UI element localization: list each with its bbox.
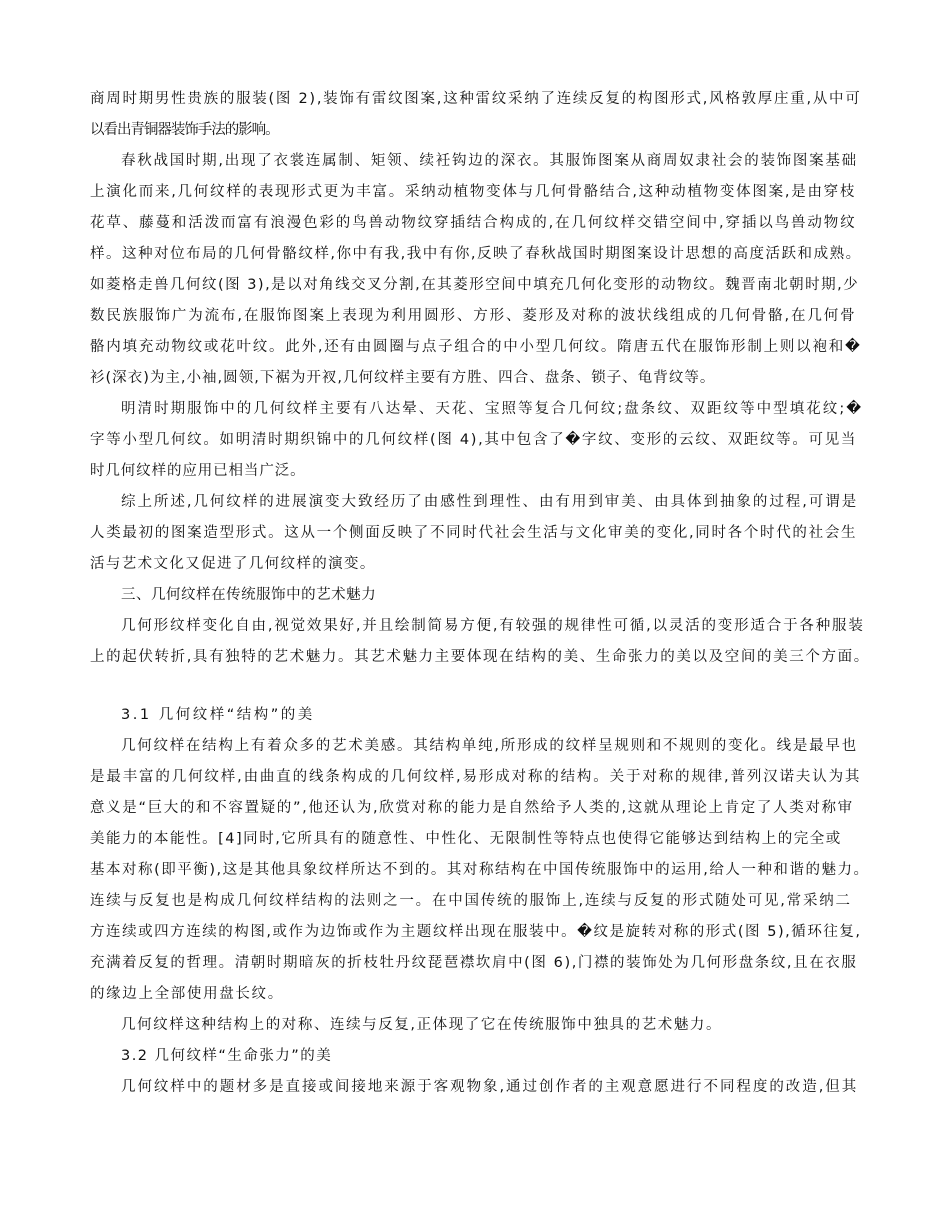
text-line: 商周时期男性贵族的服装(图 2),装饰有雷纹图案,这种雷纹采纳了连续反复的构图形式,风格敦厚庄重,从中可 [90,91,862,107]
text-line: 如菱格走兽几何纹(图 3),是以对角线交叉分割,在其菱形空间中填充几何化变形的动物纹。魏晋南北朝时期,少 [90,277,860,293]
text-line: 上演化而来,几何纹样的表现形式更为丰富。采纳动植物变体与几何骨骼结合,这种动植物变体图案,是由穿枝 [90,184,857,200]
subsection-heading: 3.1 几何纹样“结构”的美 [121,707,315,723]
text-line: 美能力的本能性。[4]同时,它所具有的随意性、中性化、无限制性等特点也使得它能够达到结构上的完全或 [90,831,842,847]
subsection-heading: 3.2 几何纹样“生命张力”的美 [121,1048,333,1064]
text-line: 人类最初的图案造型形式。这从一个侧面反映了不同时代社会生活与文化审美的变化,同时各个时代的社会生 [90,525,858,541]
text-line: 上的起伏转折,具有独特的艺术魅力。其艺术魅力主要体现在结构的美、生命张力的美以及空间的美三个方面。 [90,649,870,665]
text-line: 明清时期服饰中的几何纹样主要有八达晕、天花、宝照等复合几何纹;盘条纹、双距纹等中型填花纹;� [121,401,864,417]
text-line: 几何形纹样变化自由,视觉效果好,并且绘制简易方便,有较强的规律性可循,以灵活的变形适合于各种服装 [121,618,865,634]
text-line: 样。这种对位布局的几何骨骼纹样,你中有我,我中有你,反映了春秋战国时期图案设计思想的高度活跃和成熟。 [90,246,862,262]
text-line: 基本对称(即平衡),这是其他具象纹样所达不到的。其对称结构在中国传统服饰中的运用,给人一种和谐的魅力。 [90,862,870,878]
text-line: 衫(深衣)为主,小袖,圆领,下裾为开衩,几何纹样主要有方胜、四合、盘条、锁子、龟背纹等。 [90,370,716,386]
text-line: 几何纹样中的题材多是直接或间接地来源于客观物象,通过创作者的主观意愿进行不同程度的改造,但其 [121,1079,859,1095]
text-line: 数民族服饰广为流布,在服饰图案上表现为利用圆形、方形、菱形及对称的波状线组成的几何骨骼,在几何骨 [90,308,857,324]
text-line: 骼内填充动物纹或花叶纹。此外,还有由圆圈与点子组合的中小型几何纹。隋唐五代在服饰形制上则以袍和� [90,339,862,355]
text-line: 综上所述,几何纹样的进展演变大致经历了由感性到理性、由有用到审美、由具体到抽象的过程,可谓是 [121,494,859,510]
text-line: 几何纹样这种结构上的对称、连续与反复,正体现了它在传统服饰中独具的艺术魅力。 [121,1017,723,1033]
text-line: 花草、藤蔓和活泼而富有浪漫色彩的鸟兽动物纹穿插结合构成的,在几何纹样交错空间中,穿插以鸟兽动物纹 [90,215,857,231]
text-line: 以看出青铜器装饰手法的影响。 [90,122,279,138]
text-line: 充满着反复的哲理。清朝时期暗灰的折枝牡丹纹琵琶襟坎肩中(图 6),门襟的装饰处为几何形盘条纹,且在衣服 [90,955,858,971]
text-line: 几何纹样在结构上有着众多的艺术美感。其结构单纯,所形成的纹样呈规则和不规则的变化。线是最早也 [121,738,858,754]
text-line: 活与艺术文化又促进了几何纹样的演变。 [90,556,376,572]
text-line: 的缘边上全部使用盘长纹。 [90,986,284,1002]
text-line: 是最丰富的几何纹样,由曲直的线条构成的几何纹样,易形成对称的结构。关于对称的规律,普列汉诺夫认为其 [90,769,862,785]
text-line: 字等小型几何纹。如明清时期织锦中的几何纹样(图 4),其中包含了�字纹、变形的云纹、双距纹等。可见当 [90,432,858,448]
text-line: 连续与反复也是构成几何纹样结构的法则之一。在中国传统的服饰上,连续与反复的形式随处可见,常采纳二 [90,893,852,909]
text-line: 时几何纹样的应用已相当广泛。 [90,463,306,479]
text-line: 方连续或四方连续的构图,或作为边饰或作为主题纹样出现在服装中。�纹是旋转对称的形式(图 5),循环往复, [90,924,862,940]
text-line: 春秋战国时期,出现了衣裳连属制、矩领、续衽钩边的深衣。其服饰图案从商周奴隶社会的装饰图案基础 [121,153,858,169]
text-line: 意义是“巨大的和不容置疑的”,他还认为,欣赏对称的能力是自然给予人类的,这就从理论上肯定了人类对称审 [90,800,854,816]
section-heading: 三、几何纹样在传统服饰中的艺术魅力 [121,587,377,603]
